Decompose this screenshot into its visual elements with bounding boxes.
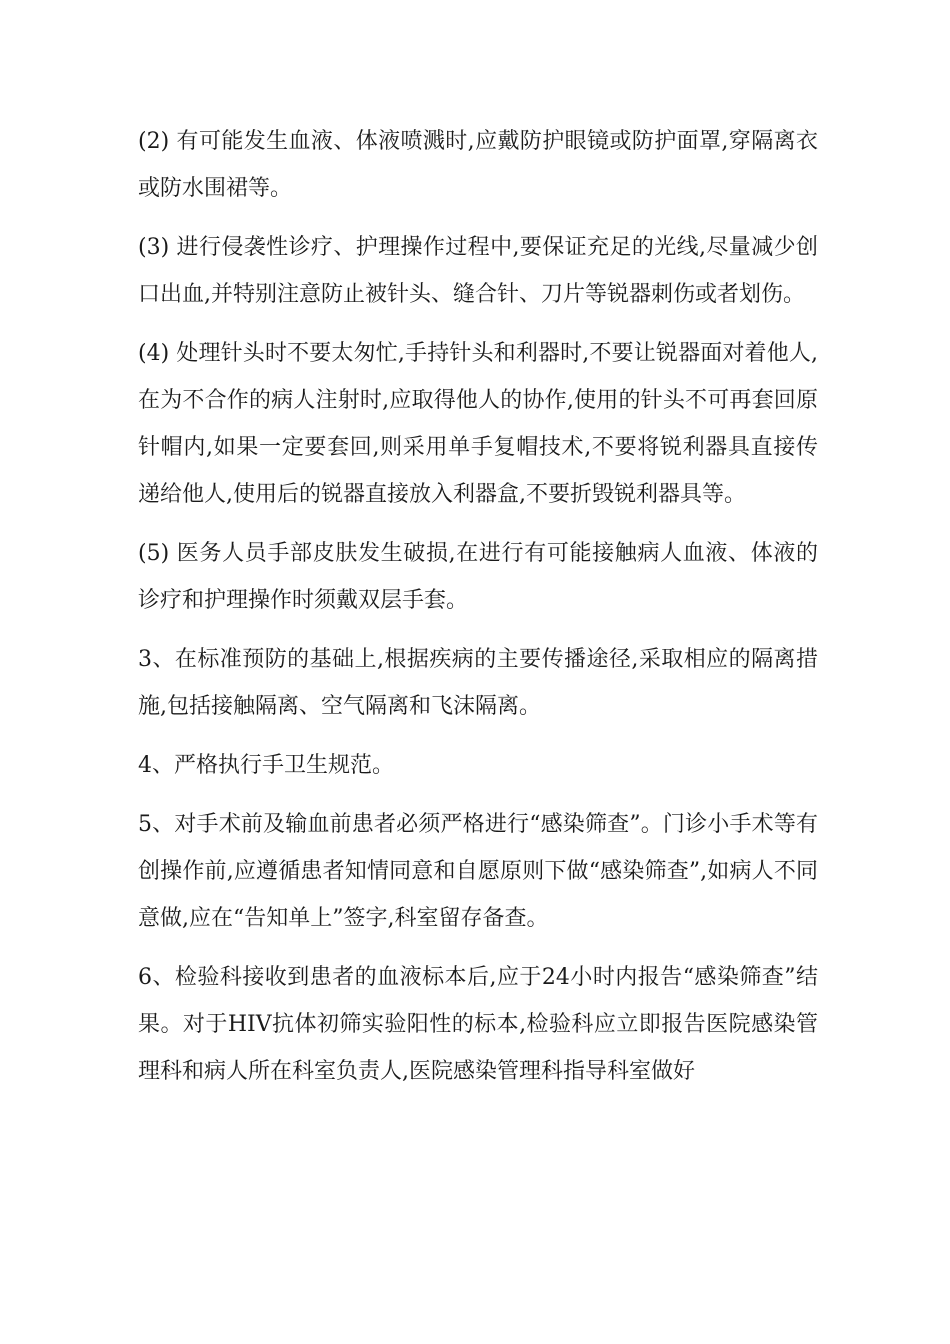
paragraph-5: (5) 医务人员手部皮肤发生破损,在进行有可能接触病人血液、体液的诊疗和护理操作时须戴双层手套。: [138, 541, 818, 613]
section-6-lab-report: 6、检验科接收到患者的血液标本后,应于24小时内报告“感染筛查”结果。对于HIV抗体初筛实验阳性的标本,检验科应立即报告医院感染管理科和病人所在科室负责人,医院感染管理科指导科室做好: [138, 965, 818, 1084]
document-body: [138, 118, 818, 1107]
section-4-hand-hygiene: 4、严格执行手卫生规范。: [138, 753, 394, 778]
paragraph-3: (3) 进行侵袭性诊疗、护理操作过程中,要保证充足的光线,尽量减少创口出血,并特别注意防止被针头、缝合针、刀片等锐器刺伤或者划伤。: [138, 235, 818, 307]
paragraph-2: (2) 有可能发生血液、体液喷溅时,应戴防护眼镜或防护面罩,穿隔离衣或防水围裙等。: [138, 129, 818, 201]
paragraph-4: (4) 处理针头时不要太匆忙,手持针头和利器时,不要让锐器面对着他人,在为不合作的病人注射时,应取得他人的协作,使用的针头不可再套回原针帽内,如果一定要套回,则采用单手复帽技术,不要将锐利器具直接传递给他人,使用后的锐器直接放入利器盒,不要折毁锐利器具等。: [138, 341, 818, 507]
section-3-isolation: 3、在标准预防的基础上,根据疾病的主要传播途径,采取相应的隔离措施,包括接触隔离、空气隔离和飞沫隔离。: [138, 647, 818, 719]
section-5-infection-screening: 5、对手术前及输血前患者必须严格进行“感染筛查”。门诊小手术等有创操作前,应遵循患者知情同意和自愿原则下做“感染筛查”,如病人不同意做,应在“告知单上”签字,科室留存备查。: [138, 812, 818, 931]
